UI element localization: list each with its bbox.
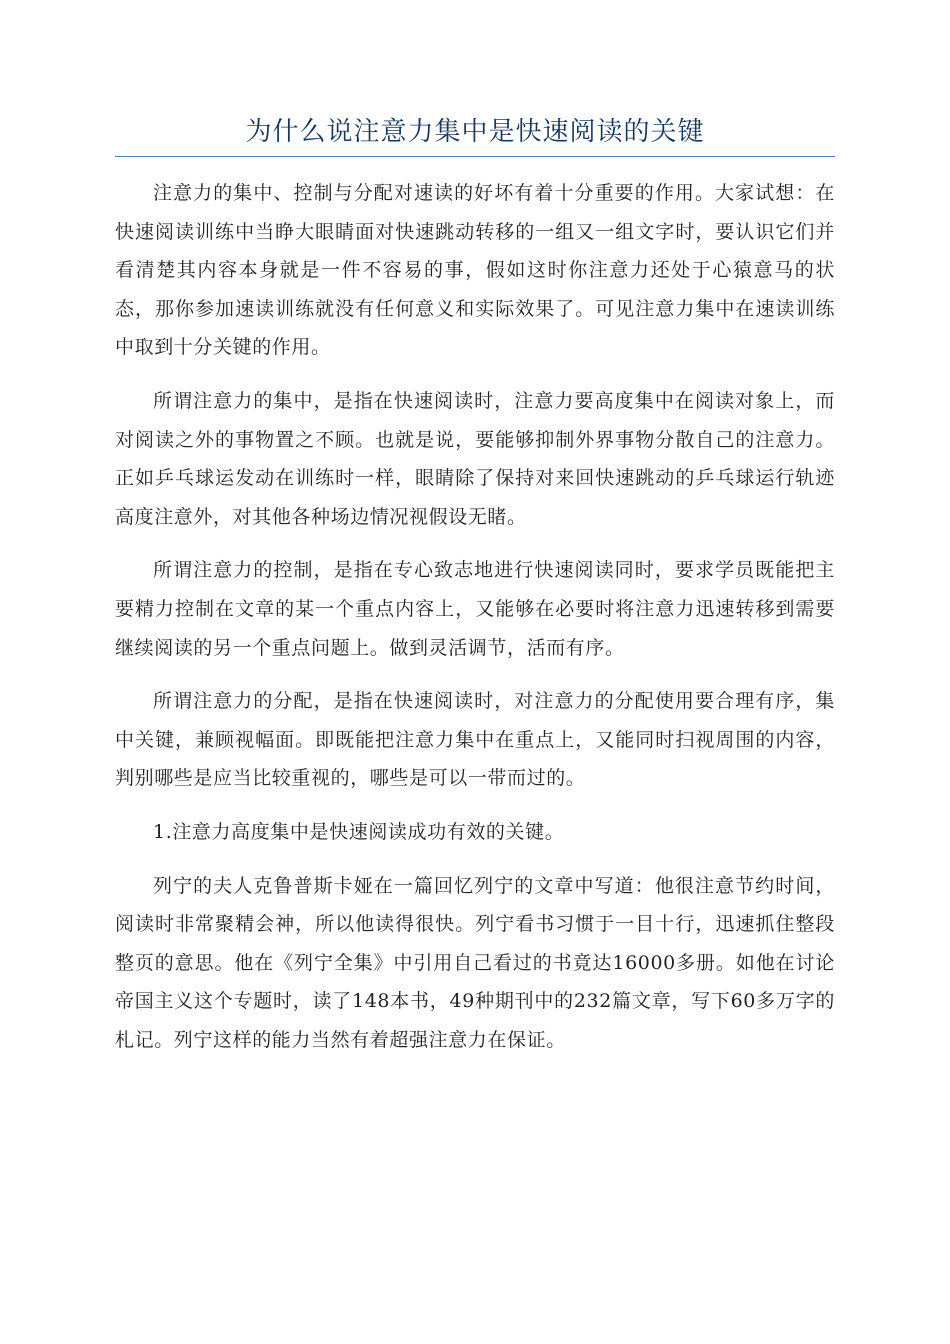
paragraph-allocation: 所谓注意力的分配，是指在快速阅读时，对注意力的分配使用要合理有序，集中关键，兼顾视幅面。即既能把注意力集中在重点上，又能同时扫视周围的内容，判别哪些是应当比较重视的，哪些是可以一带而过的。	[115, 690, 835, 790]
title-block	[115, 110, 835, 157]
document-body	[115, 174, 835, 1074]
paragraph-lenin: 列宁的夫人克鲁普斯卡娅在一篇回忆列宁的文章中写道：他很注意节约时间，阅读时非常聚精会神，所以他读得很快。列宁看书习惯于一目十行，迅速抓住整段整页的意思。他在《列宁全集》中引用自己看过的书竟达16000多册。如他在讨论帝国主义这个专题时，读了148本书，49种期刊中的232篇文章，写下60多万字的札记。列宁这样的能力当然有着超强注意力在保证。	[115, 874, 835, 1051]
paragraph-control: 所谓注意力的控制，是指在专心致志地进行快速阅读同时，要求学员既能把主要精力控制在文章的某一个重点内容上，又能够在必要时将注意力迅速转移到需要继续阅读的另一个重点问题上。做到灵活调节，活而有序。	[115, 559, 835, 659]
paragraph-heading-1: 1.注意力高度集中是快速阅读成功有效的关键。	[153, 820, 565, 843]
document-title: 为什么说注意力集中是快速阅读的关键	[245, 117, 705, 147]
paragraph-concentration: 所谓注意力的集中，是指在快速阅读时，注意力要高度集中在阅读对象上，而对阅读之外的事物置之不顾。也就是说，要能够抑制外界事物分散自己的注意力。正如乒乓球运发动在训练时一样，眼睛除了保持对来回快速跳动的乒乓球运行轨迹高度注意外，对其他各种场边情况视假设无睹。	[115, 389, 835, 528]
paragraph-intro: 注意力的集中、控制与分配对速读的好坏有着十分重要的作用。大家试想：在快速阅读训练中当睁大眼睛面对快速跳动转移的一组又一组文字时，要认识它们并看清楚其内容本身就是一件不容易的事，假如这时你注意力还处于心猿意马的状态，那你参加速读训练就没有任何意义和实际效果了。可见注意力集中在速读训练中取到十分关键的作用。	[115, 182, 835, 359]
